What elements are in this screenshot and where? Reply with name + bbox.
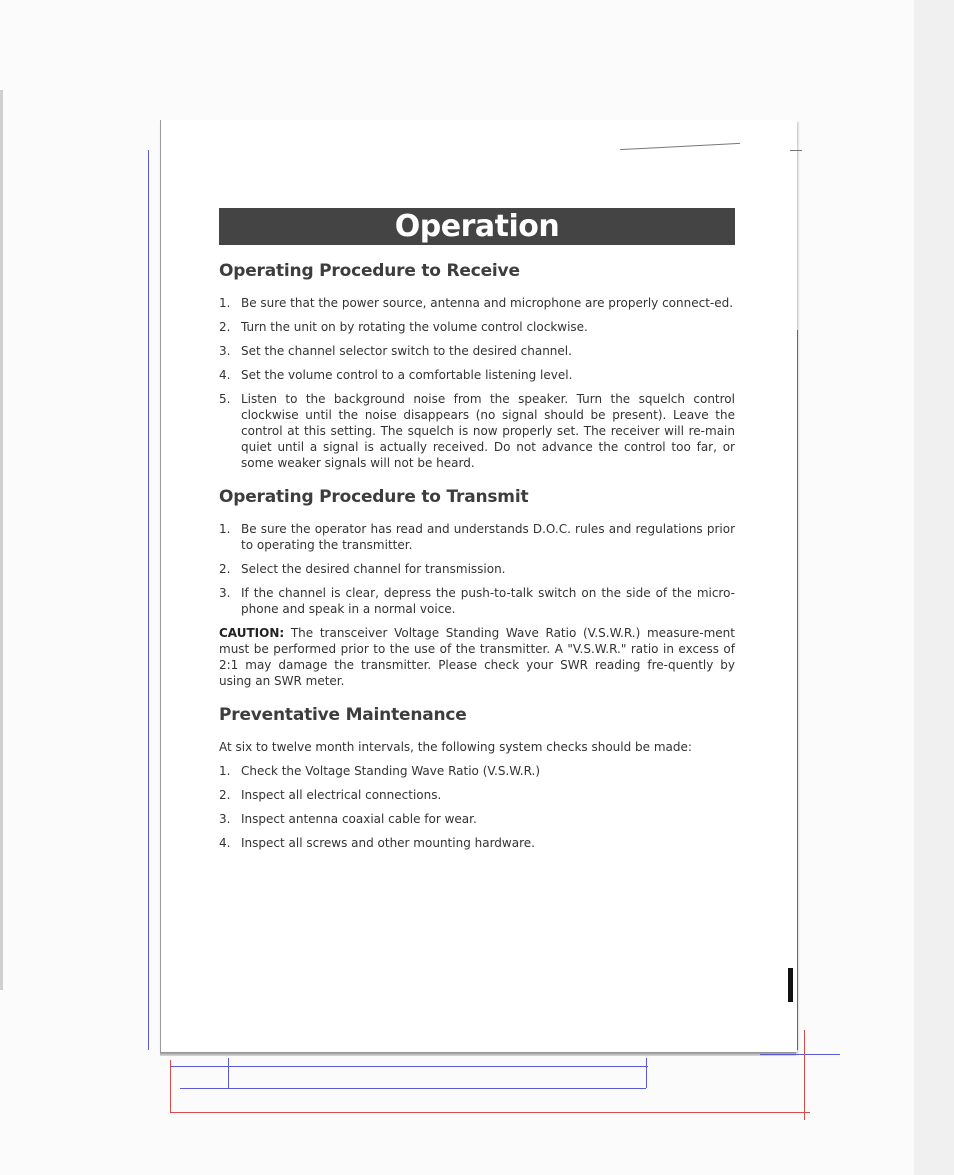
item-text: Listen to the background noise from the speaker. Turn the squelch control clockwise until the noise disappears (no signal should be present). Leave the control at this setting. The squelch is now properly set. The receiver will re-main quiet until a signal is actually received. Do not advance the control too far, or some weaker signals will not be heard. <box>241 392 735 470</box>
guide-line-blue <box>760 1054 840 1055</box>
item-text: Select the desired channel for transmission. <box>241 562 506 576</box>
item-number: 2. <box>219 562 231 576</box>
item-number: 1. <box>219 764 231 778</box>
receive-steps-list <box>219 295 735 471</box>
list-item <box>219 319 735 335</box>
list-item <box>219 763 735 779</box>
scan-edge-right <box>914 0 954 1175</box>
maintenance-checks-list <box>219 763 735 851</box>
item-text: Check the Voltage Standing Wave Ratio (V.S.W.R.) <box>241 764 541 778</box>
transmit-steps-list <box>219 521 735 617</box>
guide-line-red <box>170 1060 171 1112</box>
maintenance-intro: At six to twelve month intervals, the following system checks should be made: <box>219 740 692 754</box>
item-text: Inspect all screws and other mounting hardware. <box>241 836 535 850</box>
guide-line-red <box>804 1030 805 1120</box>
section-heading-maintenance: Preventative Maintenance <box>219 705 467 725</box>
item-text: Set the volume control to a comfortable listening level. <box>241 368 573 382</box>
item-number: 3. <box>219 586 231 600</box>
item-text: Inspect antenna coaxial cable for wear. <box>241 812 477 826</box>
page-content <box>219 208 735 859</box>
guide-line-blue <box>170 1066 648 1067</box>
item-number: 3. <box>219 344 231 358</box>
guide-line-red <box>170 1112 810 1113</box>
caution-paragraph <box>219 625 735 689</box>
caution-text: The transceiver Voltage Standing Wave Ratio (V.S.W.R.) measure-ment must be performed prior to the use of the transmitter. A "V.S.W.R." ratio in excess of 2:1 may damage the transmitter. Please check your SWR reading fre-quently by using an SWR meter. <box>219 626 735 688</box>
section-heading-receive: Operating Procedure to Receive <box>219 261 520 281</box>
item-text: Be sure the operator has read and understands D.O.C. rules and regulations prior to operating the transmitter. <box>241 522 735 552</box>
caution-label: CAUTION: <box>219 626 285 640</box>
list-item <box>219 521 735 553</box>
list-item <box>219 835 735 851</box>
item-number: 3. <box>219 812 231 826</box>
page-corner-mark <box>788 968 793 1002</box>
item-text: Set the channel selector switch to the desired channel. <box>241 344 572 358</box>
list-item <box>219 561 735 577</box>
page-bottom-shadow <box>160 1052 796 1056</box>
section-heading-transmit: Operating Procedure to Transmit <box>219 487 529 507</box>
guide-line-blue <box>148 150 149 1050</box>
list-item <box>219 391 735 471</box>
item-number: 1. <box>219 296 231 310</box>
item-number: 4. <box>219 836 231 850</box>
guide-line-blue <box>646 1058 647 1088</box>
list-item <box>219 811 735 827</box>
item-number: 5. <box>219 392 231 406</box>
item-number: 2. <box>219 788 231 802</box>
list-item <box>219 787 735 803</box>
item-number: 1. <box>219 522 231 536</box>
guide-line-blue <box>797 330 798 1050</box>
list-item <box>219 295 735 311</box>
list-item <box>219 367 735 383</box>
item-text: Turn the unit on by rotating the volume control clockwise. <box>241 320 588 334</box>
document-page <box>160 120 797 1052</box>
item-text: Be sure that the power source, antenna and microphone are properly connect-ed. <box>241 296 734 310</box>
guide-line-blue <box>180 1088 646 1089</box>
item-number: 4. <box>219 368 231 382</box>
page-title-banner: Operation <box>219 208 735 245</box>
item-number: 2. <box>219 320 231 334</box>
scan-edge-left <box>0 90 3 990</box>
guide-line-blue <box>228 1058 229 1088</box>
list-item <box>219 585 735 617</box>
list-item <box>219 343 735 359</box>
item-text: If the channel is clear, depress the push-to-talk switch on the side of the micro-phone and speak in a normal voice. <box>241 586 735 616</box>
item-text: Inspect all electrical connections. <box>241 788 442 802</box>
stray-pen-line <box>790 150 802 151</box>
